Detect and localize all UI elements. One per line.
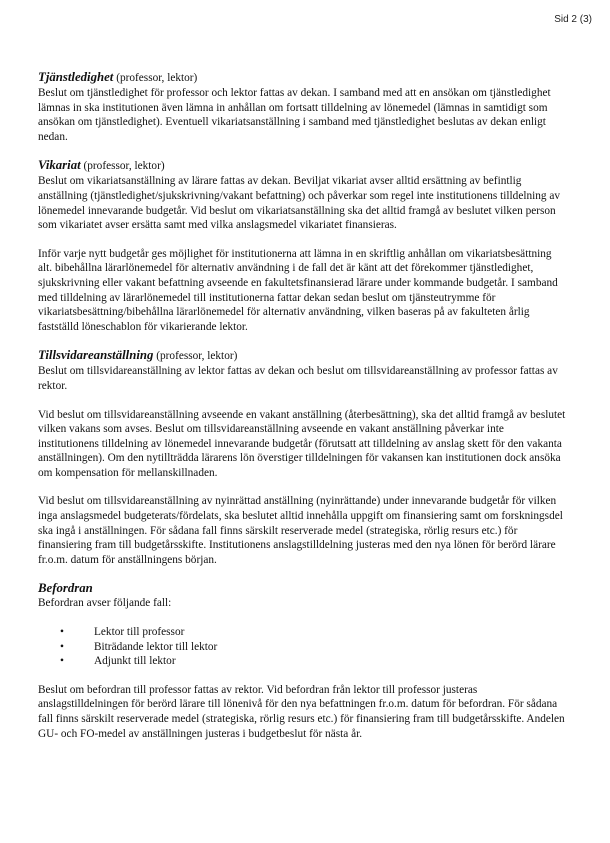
paragraph: Beslut om tjänstledighet för professor och lektor fattas av dekan. I samband med att en ansökan om tjänstledighet lämnas in ska institutionen även lämna in anhållan om fortsatt tilldelning av lönemedel (lämnas in samtidigt som ansökan om tjänstledighet). Eventuell vikariatsanställning i samband med tjänstledighet beslutas av dekan enligt nedan. [38,87,551,143]
section-heading [38,158,566,174]
document-body [38,70,566,755]
page-number: Sid 2 (3) [554,14,592,25]
section-heading [38,70,566,86]
paragraph: Inför varje nytt budgetår ges möjlighet för institutionerna att lämna in en skriftlig anhållan om vikariatsbesättning alt. bibehållna lärarlönemedel för alternativ användning i de fall det är känt att det förekommer tjänstledighet, sjukskrivning eller vakant befattning avseende en fakultetsfinansierad lärare under kommande budgetår. I samband med tilldelning av lärarlönemedel till institutionerna fattar dekan sedan beslut om tjänsteutrymme för vikariatsbesättning/bibehållna lärarlönemedel för alternativ användning, vilken baseras på av fakulteten årlig fastställd löneschablon för vikarierande lektor. [38,247,558,333]
paragraph: Beslut om vikariatsanställning av lärare fattas av dekan. Beviljat vikariat avser alltid ersättning av befintlig anställning (tjänstledighet/sjukskrivning/vakant befattning) och påverkar som regel inte institutionens tilldelning av lönemedel innevarande budgetår. Vid beslut om vikariatsanställning ska det alltid framgå av beslutet vilken person som vikariatet avser ersätta samt med vilka anslagsmedel vikariatet finansieras. [38,175,561,232]
list-item: • Adjunkt till lektor [82,654,566,669]
section-befordran [38,581,566,741]
paragraph: Beslut om tillsvidareanställning av lektor fattas av dekan och beslut om tillsvidareanställning av professor fattas av rektor. [38,365,558,392]
paragraph: Vid beslut om tillsvidareanställning avseende en vakant anställning (återbesättning), ska det alltid framgå av beslutet vilken vakans som avses. Beslut om tillsvidareanställning avseende en vakant anställning påverkar inte institutionens tilldelning av lönemedel innevarande budgetår (förutsatt att tilldelning av anslag skett för den vakanta anställningen). Om den nytillträdda lärarens lön överstiger tilldelningen för vakansen kan institutionen dock ansöka om kompensation för mellanskillnaden. [38,408,566,479]
paragraph: Vid beslut om tillsvidareanställning av nyinrättad anställning (nyinrättande) under innevarande budgetår för vilken inga anslagsmedel budgeterats/fördelats, ska beslutet alltid innehålla uppgift om finansiering samt om forskningsdel ska ingå i anställningen. För sådana fall finns särskilt reserverade medel (strategiska, rörlig resurs etc.) för finansiering fram till budgetårsskifte. Institutionens anslagstilldelning justeras med den nya lönen för berörd lärare fr.o.m. datum för anställningens början. [38,495,563,566]
list-item: • Lektor till professor [82,625,566,640]
section-title: Tillsvidareanställning [38,348,154,363]
section-tjanstledighet [38,70,566,144]
befordran-list [38,625,566,669]
paragraph-intro: Befordran avser följande fall: [38,597,172,610]
section-roles: (professor, lektor) [80,160,165,173]
section-roles: (professor, lektor) [153,350,238,363]
section-title: Befordran [38,581,93,596]
section-heading [38,348,566,364]
section-tillsvidareanstallning [38,348,566,567]
section-heading [38,581,566,596]
section-title: Tjänstledighet [38,70,114,84]
section-vikariat [38,158,566,334]
section-roles: (professor, lektor) [113,72,198,84]
list-item: • Biträdande lektor till lektor [82,640,566,655]
paragraph: Beslut om befordran till professor fattas av rektor. Vid befordran från lektor till professor justeras anslagstilldelningen för berörd lärare till lönenivå för den nya befattningen fr.o.m. datum för befordran. För sådana fall finns särskilt reserverade medel (strategiska, rörlig resurs etc.) för finansiering fram till budgetårsskifte. Andelen GU- och FO-medel av anställningen justeras i budgetbeslut för nästa år. [38,683,565,740]
section-title: Vikariat [38,158,81,173]
